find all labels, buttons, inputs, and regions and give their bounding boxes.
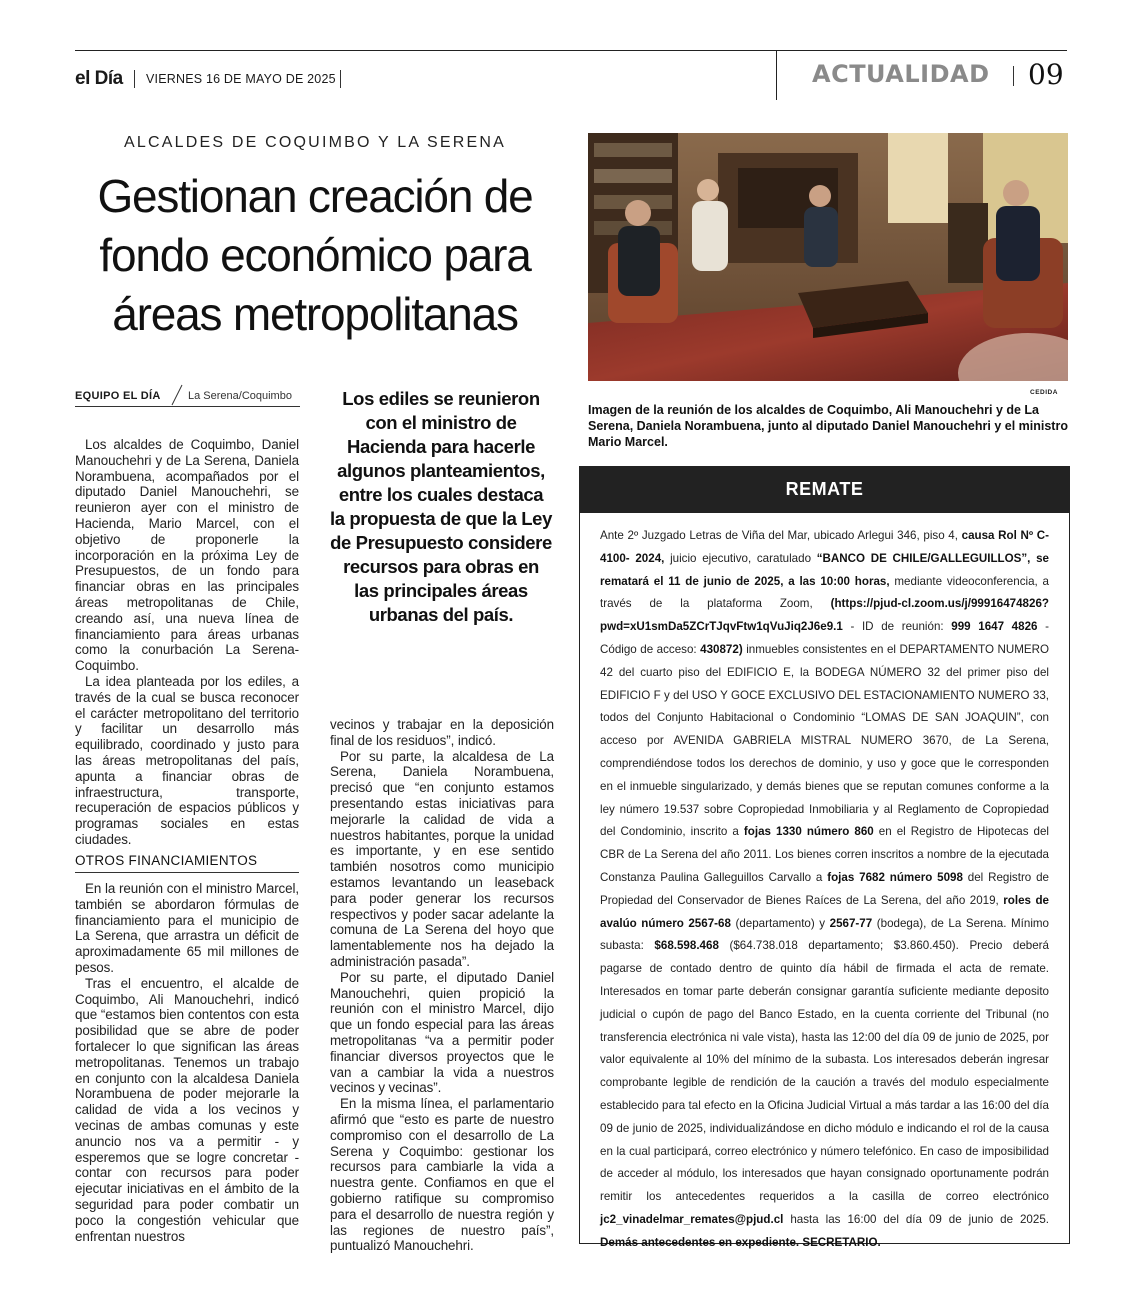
article-subhead: OTROS FINANCIAMIENTOS [75,853,258,868]
remate-text: en el Registro de Hipotecas del CBR de La Serena del año 2011. Los bienes corren inscritos a nombre de la ejecutada Constanza Paulina Galleguillos Carvallo a [600,825,1050,884]
article-headline [75,167,555,344]
meeting-photo-image [588,133,1068,381]
article-paragraph: Por su parte, la alcaldesa de La Serena, Daniela Norambuena, precisó que “en conjunto estamos presentando estas iniciativas para mejorarle la calidad de vida a nuestros habitantes, porque la unidad es importante, y en ese sentido también nosotros como municipio estamos levantando un leaseback para poder generar los recursos respectivos y poder sacar adelante la comuna de La Serena del hoyo que lamentablemente nos ha dejado la administración pasada”. [330,748,554,969]
header-separator [134,70,135,88]
header-separator [1013,66,1014,86]
photo-caption: Imagen de la reunión de los alcaldes de Coquimbo, Ali Manouchehri y de La Serena, Daniela Norambuena, junto al diputado Daniel Manouchehri y el ministro Mario Marcel. [588,403,1068,449]
byline-rule [75,406,300,407]
remate-text: ($64.738.018 departamento; $3.860.450). Precio deberá pagarse de contado dentro de quinto día hábil de firmada el acta de remate. Interesados en tomar parte deberán consignar garantía suficiente mediante deposito judicial o cupón de pago del Banco Estado, en la cuenta corriente del Tribunal (no transferencia electrónica ni vale vista), hasta las 12:00 del día 09 de junio de 2025, por valor equivalente al 10% del mínimo de la subasta. Los interesados deberán ingresar comprobante legible de rendición de la caución a través del modulo especialmente establecido para tal efecto en la Oficina Judicial Virtual a más tardar a las 16:00 del día 09 de junio de 2025, individualizándose en dicho módulo e indicando el rol de la causa en la cual participará, correo electrónico y número telefónico. En caso de imposibilidad de acceder al módulo, los interesados que hayan consignado oportunamente podrán remitir los antecedentes requeridos a la casilla de correo electrónico [600,939,1049,1204]
article-column-2 [330,717,554,1254]
remate-text: del Registro de Propiedad del Conservador de Bienes Raíces de La Serena, del año 2019, [600,870,1049,907]
byline-place: La Serena/Coquimbo [188,390,292,402]
article-paragraph: La idea planteada por los ediles, a través de la cual se busca reconocer el carácter metropolitano del territorio y facilitar un desarrollo más equilibrado, coordinado y justo para las áreas metropolitanas del país, apunta a financiar obras de infraestructura, transporte, recuperación de espacios públicos y programas sociales en estas ciudades. [75,673,299,847]
headline-line: áreas metropolitanas [112,288,518,340]
article-paragraph: En la reunión con el ministro Marcel, también se abordaron fórmulas de financiamiento para el municipio de La Serena, que arrastra un déficit de aproximadamente 65 mil millones de pesos. [75,881,299,975]
remate-text: juicio ejecutivo, caratulado [664,551,817,565]
remate-bold-text: causa Rol Nº C-4100- 2024, [600,529,1049,565]
headline-line: Gestionan creación de [97,170,533,222]
meeting-photo[interactable] [588,133,1068,381]
remate-bold-text: 430872) [700,642,743,656]
remate-bold-text: “BANCO DE CHILE/GALLEGUILLOS”, se rematará el 11 de junio de 2025, a las 10:00 horas, [600,551,1049,588]
article-paragraph: Los alcaldes de Coquimbo, Daniel Manouchehri y de La Serena, Daniela Norambuena, acompañados por el diputado Daniel Manouchehri, se reunieron ayer con el ministro de Hacienda, Mario Marcel, con el objetivo de proponerle la incorporación en la próxima Ley de Presupuestos, de un fondo para financiar obras en las principales áreas metropolitanas de Chile, creando así, una nueva línea de financiamiento para áreas urbanas como la conurbación La Serena-Coquimbo. [75,437,299,674]
header-separator [340,70,341,88]
subhead-rule [75,872,299,873]
section-divider [776,50,777,100]
remate-text: - Código de acceso: [600,620,1049,656]
remate-text: inmuebles consistentes en el DEPARTAMENTO NUMERO 42 del cuarto piso del EDIFICIO E, la BODEGA NÚMERO 32 del primer piso del EDIFICIO F y del USO Y GOCE EXCLUSIVO DEL ESTACIONAMIENTO NUMERO 33, todos del Conjunto Habitacional o Condominio “LOMAS DE SAN JOAQUIN”, con acceso por AVENIDA GABRIELA MISTRAL NUMERO 3670, de La Serena, comprendiéndose todos los derechos de dominio, y uso y goce que le corresponden en el inmueble singularizado, y demás bienes que se reputan comunes conforme a la ley número 19.537 sobre Copropiedad Inmobiliaria y al Reglamento de Copropiedad del Condominio, inscrito a [600,642,1049,839]
headline-line: fondo económico para [99,229,531,281]
issue-date: VIERNES 16 DE MAYO DE 2025 [146,72,336,86]
header-rule [75,50,1067,51]
article-paragraph: vecinos y trabajar en la deposición final de los residuos”, indicó. [330,717,554,748]
article-paragraph: En la misma línea, el parlamentario afirmó que “esto es parte de nuestro compromiso con el desarrollo de La Serena y Coquimbo: gestionar los recursos para cambiarle la vida a nuestra gente. Confiamos en que el gobierno ratifique su compromiso para el desarrollo de nuestra región y las regiones de nuestro país”, puntualizó Manouchehri. [330,1096,554,1254]
remate-text: - ID de reunión: [842,620,952,634]
newspaper-logo[interactable]: el Día [75,68,123,89]
byline-slash-icon [170,384,184,406]
remate-bold-text: roles de avalúo número 2567-68 [600,893,1049,930]
section-name: ACTUALIDAD [812,60,990,88]
photo-credit: CEDIDA [1030,389,1058,396]
article-column-1 [75,437,299,848]
page-number: 09 [1028,58,1064,91]
article-kicker: ALCALDES DE COQUIMBO Y LA SERENA [124,134,506,151]
article-paragraph: Por su parte, el diputado Daniel Manouchehri, quien propició la reunión con el ministro Marcel, dijo que un fondo especial para las áreas metropolitanas “va a permitir poder financiar diversos proyectos que le van a cambiar la vida a nuestros vecinos y vecinas”. [330,969,554,1096]
remate-bold-text: 2567-77 [829,916,873,930]
remate-text: (departamento) y [730,916,830,930]
remate-text: hasta las 16:00 del día 09 de junio de 2025. [783,1212,1049,1226]
remate-bold-text: (https://pjud-cl.zoom.us/j/99916474826?pwd=xU1smDa5ZCrTJqvFtw1qVuJiq2J6e9.1 [600,597,1049,634]
pull-quote: Los ediles se reunieron con el ministro de Hacienda para hacerle algunos planteamientos, entre los cuales destaca la propuesta de que la Ley de Presupuesto considere recursos para obras en las principales áreas urbanas del país. [330,388,552,625]
remate-bold-text: fojas 7682 número 5098 [827,870,963,884]
remate-bold-text: fojas 1330 número 860 [743,825,874,839]
remate-text: (bodega), de La Serena. Mínimo subasta: [600,916,1050,953]
remate-bold-text: $68.598.468 [654,939,719,953]
remate-body [600,525,1049,1255]
remate-bold-text: 999 1647 4826 [951,620,1038,634]
remate-bold-text: jc2_vinadelmar_remates@pjud.cl [600,1212,784,1226]
article-column-1b [75,881,299,1244]
remate-text: mediante videoconferencia, a través de la plataforma Zoom, [600,574,1049,611]
remate-text: Ante 2º Juzgado Letras de Viña del Mar, ubicado Arlegui 346, piso 4, [600,529,962,542]
remate-title: REMATE [579,466,1070,513]
remate-bold-text: Demás antecedentes en expediente. SECRETARIO. [600,1235,881,1249]
article-paragraph: Tras el encuentro, el alcalde de Coquimbo, Ali Manouchehri, indicó que “estamos bien contentos con esta posibilidad que se abre de poder fortalecer lo que significan las áreas metropolitanas. Tenemos un trabajo en conjunto con la alcaldesa Daniela Norambuena de poder mejorarle la calidad de vida a los vecinos y vecinas de ambas comunas y este anuncio nos va a permitir - y esperemos que se logre concretar - contar con recursos para poder ejecutar iniciativas en el ámbito de la seguridad para poder combatir un poco la congestión vehicular que enfrentan nuestros [75,975,299,1244]
byline-author: EQUIPO EL DÍA [75,390,161,402]
